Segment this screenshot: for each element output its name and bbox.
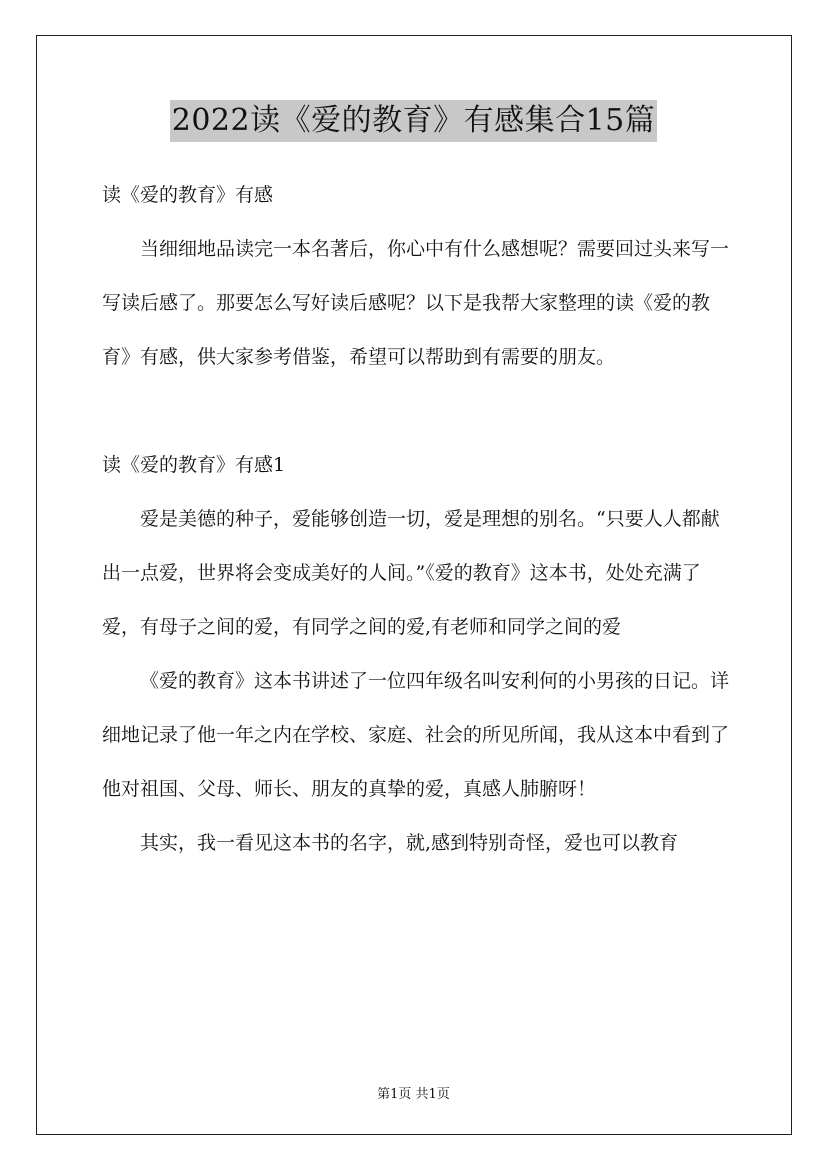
page-number: 第1页 共1页 bbox=[377, 1087, 450, 1102]
section1-heading: 读《爱的教育》有感1 bbox=[102, 454, 286, 476]
title-container bbox=[0, 100, 827, 142]
intro-paragraph: 当细细地品读完一本名著后，你心中有什么感想呢？需要回过头来写一写读后感了。那要怎么写好读后感呢？以下是我帮大家整理的读《爱的教育》有感，供大家参考借鉴，希望可以帮助到有需要的朋友。 bbox=[102, 238, 730, 368]
page-footer bbox=[0, 1083, 827, 1102]
section1-paragraph-3: 其实，我一看见这本书的名字，就,感到特别奇怪，爱也可以教育 bbox=[140, 832, 679, 854]
intro-heading: 读《爱的教育》有感 bbox=[102, 184, 274, 206]
section-spacer bbox=[102, 384, 732, 438]
document-body bbox=[102, 168, 732, 870]
section1-paragraph-1: 爱是美德的种子，爱能够创造一切，爱是理想的别名。“只要人人都献出一点爱，世界将会变成美好的人间。”《爱的教育》这本书，处处充满了爱，有母子之间的爱，有同学之间的爱,有老师和同学之间的爱 bbox=[102, 508, 720, 638]
section1-paragraph-2: 《爱的教育》这本书讲述了一位四年级名叫安利何的小男孩的日记。详细地记录了他一年之内在学校、家庭、社会的所见所闻，我从这本中看到了他对祖国、父母、师长、朋友的真挚的爱，真感人肺腑呀！ bbox=[102, 670, 730, 800]
document-title: 2022读《爱的教育》有感集合15篇 bbox=[170, 100, 658, 142]
